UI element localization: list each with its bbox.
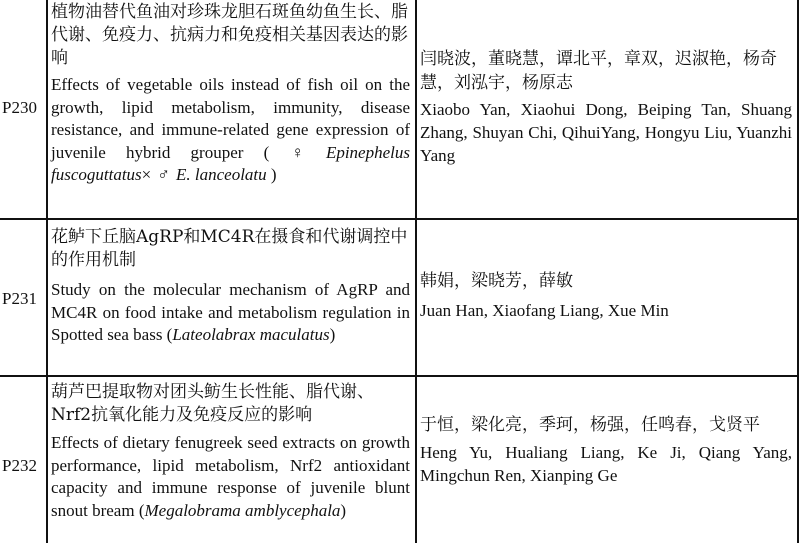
- table-row: [0, 0, 799, 220]
- paper-title-en-text: Effects of dietary fenugreek seed extracts on growth performance, lipid metabolism, Nrf2 antioxidant capacity and immune response of juvenile blunt snout bream (: [51, 433, 410, 520]
- authors-cn: 闫晓波，董晓慧，谭北平，章双，迟淑艳，杨奇慧，刘泓宇，杨原志: [420, 49, 777, 93]
- male-symbol: ♂: [157, 165, 171, 184]
- cross-symbol: ×: [141, 165, 152, 184]
- paper-title-cn: 花鲈下丘脑AgRP和MC4R在摄食和代谢调控中的作用机制: [51, 227, 408, 270]
- paper-title-en: [51, 432, 410, 522]
- species-name: Epinephelus fuscoguttatus: [51, 142, 410, 184]
- column-divider: [46, 377, 48, 543]
- paper-id: P232: [2, 456, 37, 475]
- authors-cell: [420, 270, 792, 322]
- column-divider: [46, 0, 48, 218]
- paper-title: [51, 381, 410, 522]
- authors-cell: [420, 414, 792, 487]
- paper-title: [51, 1, 410, 187]
- paper-title-en-close: ): [266, 165, 277, 184]
- table-row: [0, 377, 799, 543]
- authors-en: Juan Han, Xiaofang Liang, Xue Min: [420, 300, 669, 320]
- species-name: Lateolabrax maculatus: [172, 325, 330, 344]
- paper-title: [51, 226, 410, 347]
- column-divider: [415, 377, 417, 543]
- paper-title-en-text: Study on the molecular mechanism of AgRP and MC4R on food intake and metabolism regulation in Spotted sea bass (: [51, 280, 410, 344]
- table-row: [0, 220, 799, 377]
- paper-title-en-text: Effects of vegetable oils instead of fish oil on the growth, lipid metabolism, immunity, disease resistance, and immune-related gene expression of juvenile hybrid grouper (: [51, 75, 410, 162]
- column-divider: [415, 0, 417, 218]
- paper-title-cn: 葫芦巴提取物对团头鲂生长性能、脂代谢、Nrf2抗氧化能力及免疫反应的影响: [51, 382, 374, 425]
- column-divider: [46, 220, 48, 375]
- column-divider: [415, 220, 417, 375]
- authors-cn: 韩娟，梁晓芳，薛敏: [420, 271, 573, 291]
- authors-en: Heng Yu, Hualiang Liang, Ke Ji, Qiang Yang, Mingchun Ren, Xianping Ge: [420, 442, 792, 485]
- female-symbol: ♀: [275, 142, 320, 162]
- paper-id: P230: [2, 98, 37, 117]
- authors-en: Xiaobo Yan, Xiaohui Dong, Beiping Tan, Shuang Zhang, Shuyan Chi, QihuiYang, Hongyu Liu, Yuanzhi Yang: [420, 100, 792, 165]
- paper-title-en: [51, 279, 410, 347]
- paper-title-en-close: ): [340, 500, 347, 520]
- species-name: E. lanceolatu: [176, 165, 267, 184]
- authors-cn: 于恒，梁化亮，季珂，杨强，任鸣春，戈贤平: [420, 415, 760, 435]
- species-name: Megalobrama amblycephala: [144, 500, 341, 520]
- paper-title-en: [51, 74, 410, 187]
- paper-id: P231: [2, 289, 37, 308]
- paper-title-en-close: ): [329, 325, 336, 344]
- paper-title-cn: 植物油替代鱼油对珍珠龙胆石斑鱼幼鱼生长、脂代谢、免疫力、抗病力和免疫相关基因表达的影响: [51, 2, 408, 68]
- authors-cell: [420, 48, 792, 167]
